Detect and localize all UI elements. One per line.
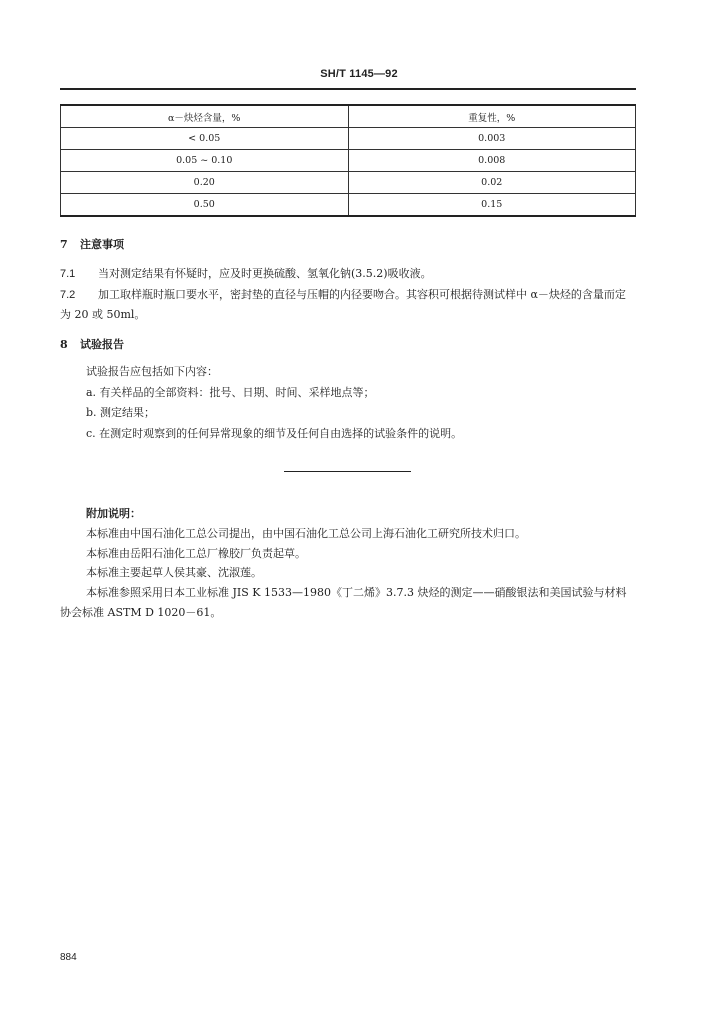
report-item-c: c. 在测定时观察到的任何异常现象的细节及任何自由选择的试验条件的说明。 bbox=[86, 427, 463, 440]
section-8-heading bbox=[60, 336, 124, 352]
clause-number: 7.1 bbox=[60, 268, 76, 280]
table-row bbox=[61, 150, 636, 172]
report-intro: 试验报告应包括如下内容： bbox=[86, 365, 218, 378]
table-cell: 0.20 bbox=[61, 172, 349, 194]
report-item-b: b. 测定结果； bbox=[86, 406, 156, 419]
clause-7-2 bbox=[60, 285, 636, 324]
table-cell: 0.008 bbox=[348, 150, 636, 172]
table-cell: 0.003 bbox=[348, 128, 636, 150]
section-7-heading bbox=[60, 236, 124, 252]
clause-text: 当对测定结果有怀疑时，应及时更换硫酸、氢氧化钠(3.5.2)吸收液。 bbox=[98, 267, 432, 280]
repeatability-table bbox=[60, 104, 636, 217]
column-header: α－炔烃含量，% bbox=[61, 105, 349, 128]
section-divider bbox=[284, 471, 411, 472]
table-header-row bbox=[61, 105, 636, 128]
section-number: 8 bbox=[60, 338, 68, 351]
column-header: 重复性，% bbox=[348, 105, 636, 128]
report-item-a: a. 有关样品的全部资料：批号、日期、时间、采样地点等； bbox=[86, 386, 375, 399]
note-line: 本标准由中国石油化工总公司提出，由中国石油化工总公司上海石油化工研究所技术归口。 bbox=[86, 527, 526, 540]
section-title: 试验报告 bbox=[80, 338, 124, 351]
table-row bbox=[61, 194, 636, 217]
page-number: 884 bbox=[60, 952, 77, 963]
table-cell: 0.15 bbox=[348, 194, 636, 217]
section-number: 7 bbox=[60, 238, 68, 251]
note-line: 本标准由岳阳石油化工总厂橡胶厂负责起草。 bbox=[86, 547, 306, 560]
clause-number: 7.2 bbox=[60, 289, 76, 301]
note-reference: 本标准参照采用日本工业标准 JIS K 1533—1980《丁二烯》3.7.3 炔烃的测定——硝酸银法和美国试验与材料协会标准 ASTM D 1020－61。 bbox=[60, 586, 627, 619]
table-row bbox=[61, 128, 636, 150]
clause-7-1 bbox=[60, 264, 636, 284]
table-row bbox=[61, 172, 636, 194]
page-header: SH/T 1145—92 bbox=[320, 68, 398, 80]
table-cell: < 0.05 bbox=[61, 128, 349, 150]
note-line: 本标准主要起草人侯其豪、沈淑莲。 bbox=[86, 566, 262, 579]
table-cell: 0.02 bbox=[348, 172, 636, 194]
table-cell: 0.50 bbox=[61, 194, 349, 217]
clause-text: 加工取样瓶时瓶口要水平，密封垫的直径与压帽的内径要吻合。其容积可根据待测试样中 α－炔烃的含量而定为 20 或 50ml。 bbox=[60, 288, 626, 321]
header-rule bbox=[60, 88, 636, 90]
notes-title: 附加说明： bbox=[86, 507, 141, 520]
section-title: 注意事项 bbox=[80, 238, 124, 251]
table-cell: 0.05 ~ 0.10 bbox=[61, 150, 349, 172]
